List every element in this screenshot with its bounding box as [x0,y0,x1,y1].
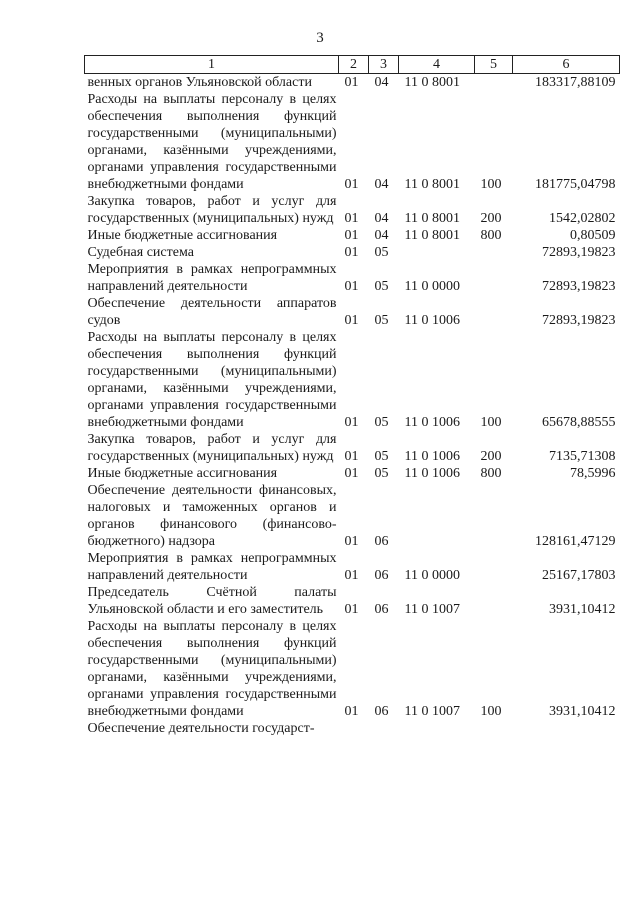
row-name: Расходы на выплаты персоналу в целях обеспечения выполнения функций государственными (муниципальными) органами, казёнными учреждениями, органами управления государственными внебюджетными фондами [87,619,337,719]
row-subsection: 05 [374,415,389,430]
row-amount: 72893,19823 [542,313,616,328]
row-subsection: 05 [374,449,389,464]
row-expense-type: 800 [480,466,502,481]
table-row [85,91,620,193]
row-expense-type [475,261,513,295]
row-section [339,720,369,737]
table-row [85,295,620,329]
row-target-article [399,720,475,737]
row-expense-type: 200 [480,449,502,464]
row-subsection: 06 [374,534,389,549]
row-amount: 3931,10412 [549,602,616,617]
row-subsection: 04 [374,228,389,243]
row-amount: 3931,10412 [549,704,616,719]
table-row [85,482,620,550]
table-row [85,227,620,244]
row-amount [513,720,620,737]
row-name: Расходы на выплаты персоналу в целях обеспечения выполнения функций государственными (муниципальными) органами, казёнными учреждениями, органами управления государственными внебюджетными фондами [87,330,337,430]
row-target-article: 11 0 0000 [404,568,460,583]
row-target-article: 11 0 8001 [404,228,460,243]
row-name: Закупка товаров, работ и услуг для государственных (муниципальных) нужд [87,432,337,464]
row-target-article [399,244,475,261]
row-target-article: 11 0 8001 [404,211,460,226]
table-row [85,431,620,465]
row-name: Закупка товаров, работ и услуг для государственных (муниципальных) нужд [87,194,337,226]
row-expense-type [475,482,513,550]
row-target-article: 11 0 8001 [404,177,460,192]
table-body [85,74,620,738]
row-subsection: 06 [374,602,389,617]
row-expense-type [475,295,513,329]
header-col-1: 1 [85,56,339,74]
page-number: 3 [316,30,324,46]
header-col-6: 6 [513,56,620,74]
row-amount: 128161,47129 [535,534,616,549]
row-amount: 0,80509 [570,228,616,243]
table-header-row [85,56,620,74]
row-section: 01 [344,466,359,481]
table-row [85,244,620,261]
header-col-5: 5 [475,56,513,74]
table-row [85,193,620,227]
header-col-4: 4 [399,56,475,74]
row-section: 01 [344,415,359,430]
row-name: венных органов Ульяновской области [87,75,312,90]
row-target-article: 11 0 1007 [404,602,460,617]
row-section: 01 [344,704,359,719]
row-section: 01 [344,245,359,260]
row-amount: 7135,71308 [549,449,616,464]
row-amount: 183317,88109 [535,75,616,90]
row-amount: 78,5996 [570,466,616,481]
row-amount: 25167,17803 [542,568,616,583]
table-row [85,720,620,737]
row-expense-type [475,550,513,584]
row-name: Расходы на выплаты персоналу в целях обеспечения выполнения функций государственными (муниципальными) органами, казёнными учреждениями, органами управления государственными внебюджетными фондами [87,92,337,192]
row-name: Иные бюджетные ассигнования [87,466,278,481]
row-name: Судебная система [87,245,194,260]
row-subsection: 04 [374,177,389,192]
row-name: Иные бюджетные ассигнования [87,228,278,243]
row-expense-type: 800 [480,228,502,243]
row-subsection: 05 [374,245,389,260]
row-name: Мероприятия в рамках непрограммных направлений деятельности [87,551,337,583]
row-amount: 1542,02802 [549,211,616,226]
row-section: 01 [344,602,359,617]
header-col-3: 3 [369,56,399,74]
row-subsection: 04 [374,75,389,90]
table-row [85,74,620,92]
row-name: Председатель Счётной палаты Ульяновской области и его заместитель [87,585,337,617]
row-section: 01 [344,449,359,464]
row-subsection: 05 [374,279,389,294]
row-subsection: 05 [374,313,389,328]
row-section: 01 [344,75,359,90]
row-section: 01 [344,568,359,583]
row-subsection: 05 [374,466,389,481]
row-section: 01 [344,211,359,226]
row-expense-type [475,584,513,618]
table-row [85,584,620,618]
row-amount: 181775,04798 [535,177,616,192]
row-section: 01 [344,177,359,192]
row-expense-type: 200 [480,211,502,226]
row-subsection: 04 [374,211,389,226]
row-amount: 65678,88555 [542,415,616,430]
row-target-article: 11 0 1006 [404,313,460,328]
row-name: Обеспечение деятельности государст- [87,721,315,736]
row-target-article: 11 0 8001 [404,75,460,90]
row-expense-type [475,720,513,737]
row-subsection: 06 [374,568,389,583]
row-target-article: 11 0 0000 [404,279,460,294]
row-subsection: 06 [374,704,389,719]
row-target-article: 11 0 1006 [404,449,460,464]
table-row [85,618,620,720]
row-subsection [369,720,399,737]
row-amount: 72893,19823 [542,279,616,294]
row-section: 01 [344,228,359,243]
table-row [85,261,620,295]
table-row [85,465,620,482]
row-section: 01 [344,279,359,294]
row-expense-type: 100 [480,415,502,430]
row-expense-type [475,244,513,261]
row-expense-type: 100 [480,704,502,719]
header-col-2: 2 [339,56,369,74]
row-expense-type [475,74,513,92]
row-target-article: 11 0 1006 [404,415,460,430]
row-name: Обеспечение деятельности финансовых, налоговых и таможенных органов и органов финансового (финансово-бюджетного) надзора [87,483,337,549]
row-expense-type: 100 [480,177,502,192]
row-section: 01 [344,534,359,549]
row-amount: 72893,19823 [542,245,616,260]
row-target-article: 11 0 1006 [404,466,460,481]
row-target-article [399,482,475,550]
row-name: Обеспечение деятельности аппаратов судов [87,296,337,328]
row-name: Мероприятия в рамках непрограммных направлений деятельности [87,262,337,294]
budget-table [84,55,620,737]
table-row [85,550,620,584]
row-target-article: 11 0 1007 [404,704,460,719]
table-row [85,329,620,431]
row-section: 01 [344,313,359,328]
